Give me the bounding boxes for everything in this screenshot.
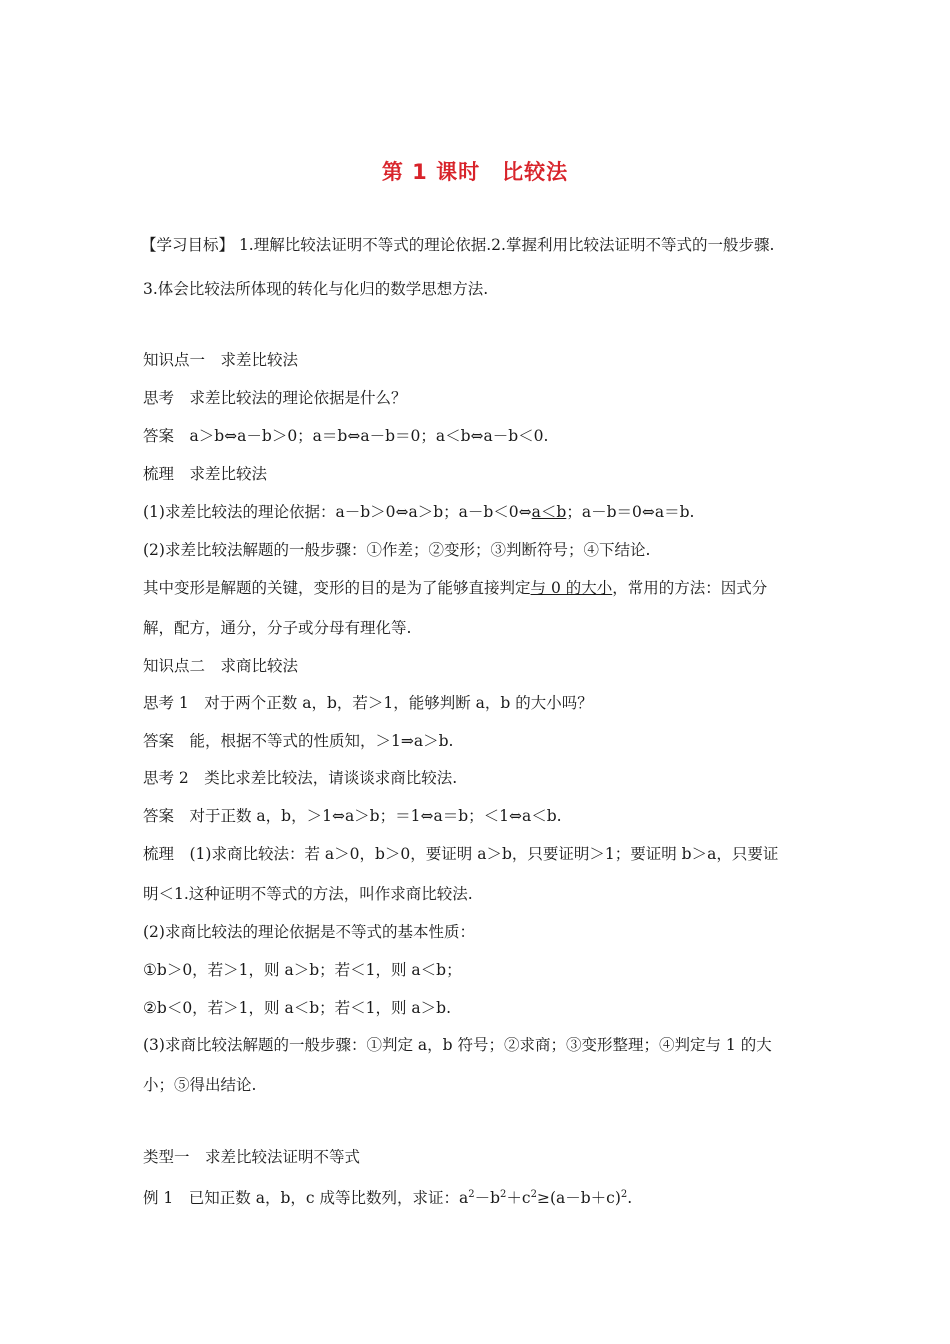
quotient-basis: (2)求商比较法的理论依据是不等式的基本性质： xyxy=(143,923,475,941)
transform-note-pre: 其中变形是解题的关键，变形的目的是为了能够直接判定 xyxy=(143,579,531,597)
example-1-sup-2: 2 xyxy=(500,1189,507,1200)
quotient-method-line-2: 明＜1.这种证明不等式的方法，叫作求商比较法. xyxy=(143,885,473,903)
example-1-sup-4: 2 xyxy=(620,1189,628,1200)
sort-heading-1: 梳理 求差比较法 xyxy=(143,465,268,483)
example-1-sup-1: 2 xyxy=(468,1189,475,1200)
example-1-post: . xyxy=(627,1189,633,1207)
example-1-pre: 例 1 已知正数 a，b，c 成等比数列，求证：a xyxy=(143,1189,469,1207)
quotient-steps-line-1: (3)求商比较法解题的一般步骤：①判定 a，b 符号；②求商；③变形整理；④判定与 1 的大 xyxy=(143,1036,772,1054)
example-1-mid-1: －b xyxy=(474,1189,501,1207)
transform-note-line-1 xyxy=(143,577,823,599)
example-1 xyxy=(143,1184,823,1209)
quotient-steps-line-2: 小；⑤得出结论. xyxy=(143,1076,257,1094)
quotient-basis-case-1: ①b＞0，若＞1，则 a＞b；若＜1，则 a＜b； xyxy=(143,961,462,979)
transform-note-underlined: 与 0 的大小 xyxy=(530,579,613,597)
think-1: 思考 求差比较法的理论依据是什么？ xyxy=(143,389,407,407)
objectives-line-2: 3.体会比较法所体现的转化与化归的数学思想方法. xyxy=(143,280,489,298)
difference-basis xyxy=(143,501,823,523)
transform-note-line-2: 解，配方，通分，分子或分母有理化等. xyxy=(143,619,412,637)
objectives-line-1 xyxy=(141,234,821,256)
example-1-sup-3: 2 xyxy=(530,1189,537,1200)
quotient-basis-case-2: ②b＜0，若＞1，则 a＜b；若＜1，则 a＞b. xyxy=(143,999,452,1017)
quotient-method-line-1: 梳理 (1)求商比较法：若 a＞0，b＞0，要证明 a＞b，只要证明＞1；要证明 b＞a，只要证 xyxy=(143,845,779,863)
answer-2-2: 答案 对于正数 a，b，＞1⇔a＞b；＝1⇔a＝b；＜1⇔a＜b. xyxy=(143,807,562,825)
example-1-mid-3: ≥(a－b＋c) xyxy=(536,1189,621,1207)
type-1-heading: 类型一 求差比较法证明不等式 xyxy=(143,1148,361,1166)
think-2-2: 思考 2 类比求差比较法，请谈谈求商比较法. xyxy=(143,769,458,787)
transform-note-post: ，常用的方法：因式分 xyxy=(612,579,768,597)
answer-2-1: 答案 能，根据不等式的性质知，＞1⇒a＞b. xyxy=(143,732,454,750)
answer-1: 答案 a＞b⇔a－b＞0；a＝b⇔a－b＝0；a＜b⇔a－b＜0. xyxy=(143,427,549,445)
page-title: 第 1 课时 比较法 xyxy=(381,160,569,184)
objectives-label: 【学习目标】 xyxy=(141,236,235,254)
difference-steps: (2)求差比较法解题的一般步骤：①作差；②变形；③判断符号；④下结论. xyxy=(143,541,651,559)
objectives-text-1: 1.理解比较法证明不等式的理论依据.2.掌握利用比较法证明不等式的一般步骤. xyxy=(234,236,775,254)
knowledge-point-1-heading: 知识点一 求差比较法 xyxy=(143,351,299,369)
think-2-1: 思考 1 对于两个正数 a，b，若＞1，能够判断 a，b 的大小吗？ xyxy=(143,694,593,712)
difference-basis-post: ；a－b＝0⇔a＝b. xyxy=(566,503,695,521)
difference-basis-pre: (1)求差比较法的理论依据：a－b＞0⇔a＞b；a－b＜0⇔ xyxy=(143,503,532,521)
difference-basis-underlined: a＜b xyxy=(531,503,567,521)
example-1-mid-2: ＋c xyxy=(506,1189,531,1207)
knowledge-point-2-heading: 知识点二 求商比较法 xyxy=(143,657,299,675)
